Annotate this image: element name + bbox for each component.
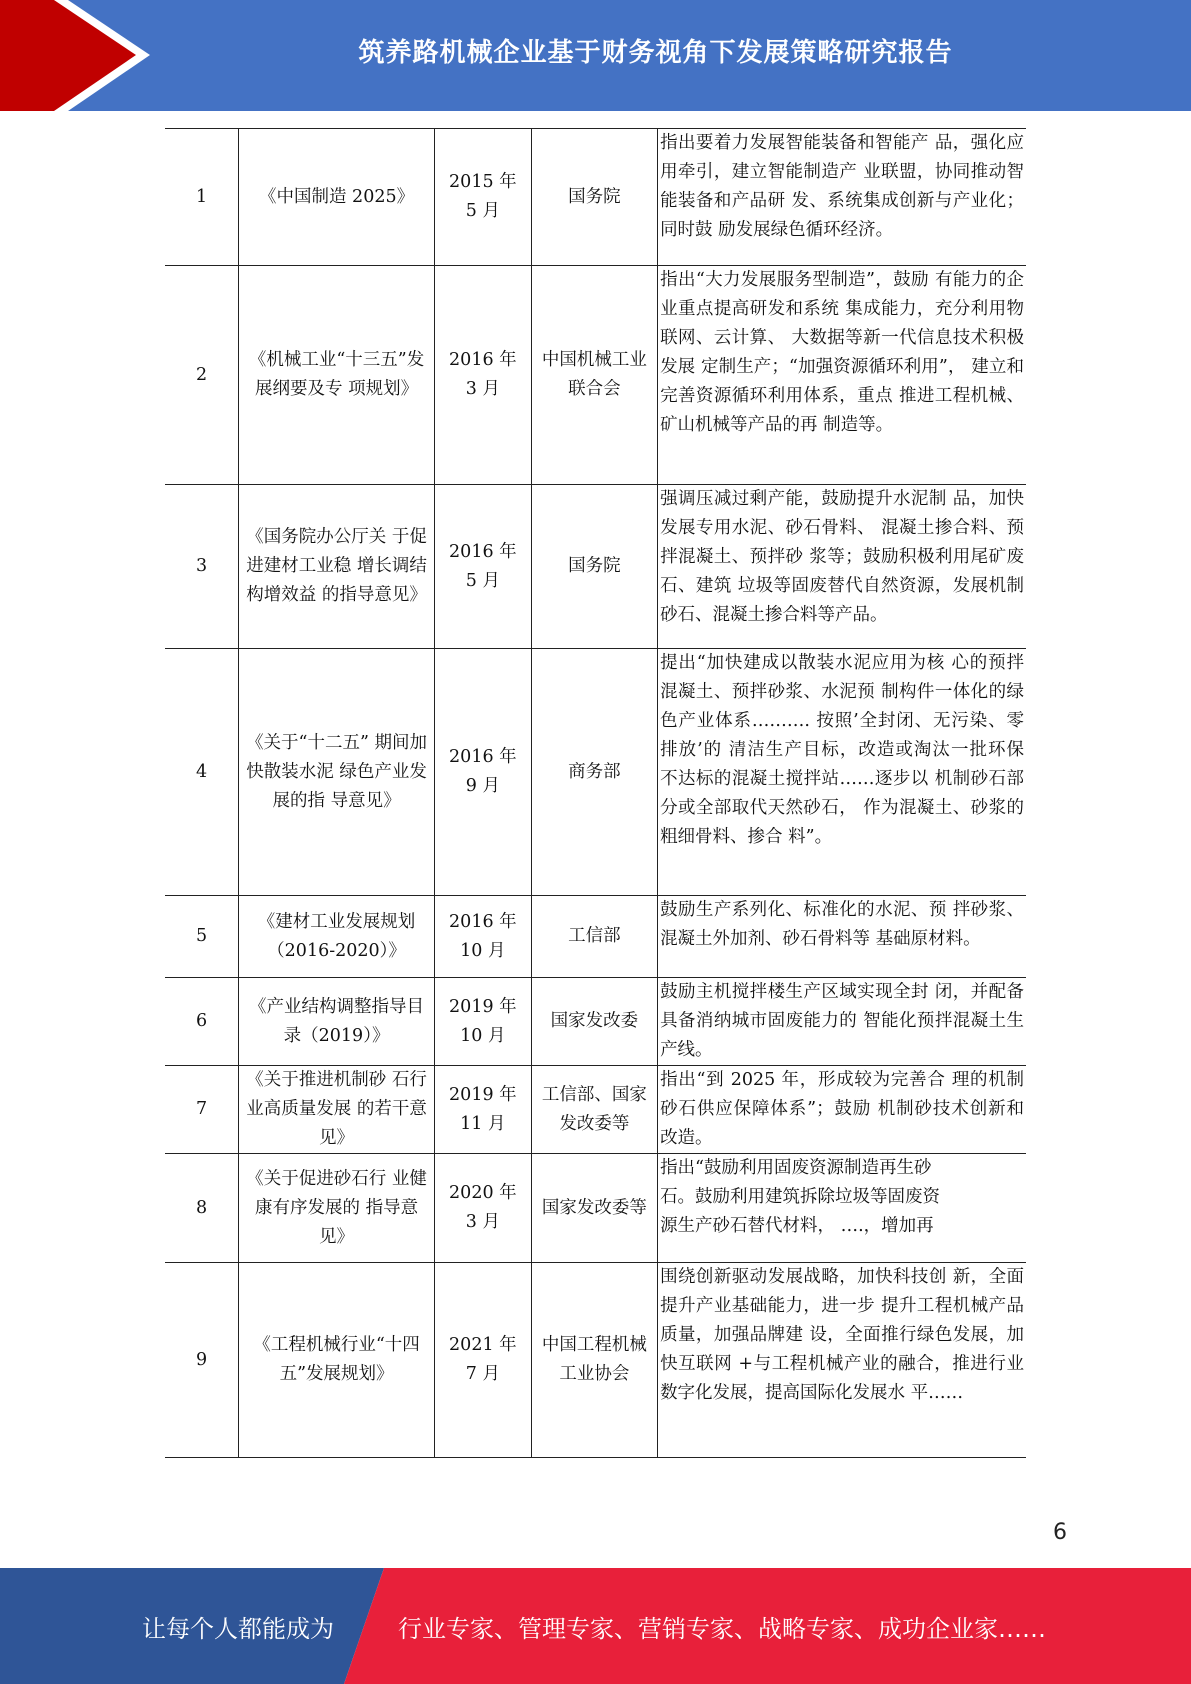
issue-date: 2016 年 5 月 bbox=[434, 485, 531, 649]
issue-date: 2019 年 10 月 bbox=[434, 978, 531, 1066]
issuing-department: 国家发改委等 bbox=[531, 1154, 657, 1263]
policy-name: 《关于推进机制砂 石行业高质量发展 的若干意见》 bbox=[239, 1066, 435, 1154]
policy-name: 《国务院办公厅关 于促进建材工业稳 增长调结构增效益 的指导意见》 bbox=[239, 485, 435, 649]
policy-content: 指出“大力发展服务型制造”，鼓励 有能力的企业重点提高研发和系统 集成能力，充分利用物联网、云计算、 大数据等新一代信息技术积极发展 定制生产；“加强资源循环利用”， 建立和完善资源循环利用体系，重点 推进工程机械、矿山机械等产品的再 制造等。 bbox=[658, 266, 1026, 485]
table-row bbox=[165, 1066, 1026, 1154]
issue-date: 2020 年 3 月 bbox=[434, 1154, 531, 1263]
row-number: 2 bbox=[165, 266, 239, 485]
table-row bbox=[165, 485, 1026, 649]
table-row bbox=[165, 266, 1026, 485]
issue-date: 2021 年 7 月 bbox=[434, 1263, 531, 1458]
row-number: 1 bbox=[165, 129, 239, 266]
row-number: 9 bbox=[165, 1263, 239, 1458]
page-header bbox=[0, 0, 1191, 111]
issuing-department: 国家发改委 bbox=[531, 978, 657, 1066]
issuing-department: 商务部 bbox=[531, 649, 657, 896]
row-number: 6 bbox=[165, 978, 239, 1066]
issuing-department: 工信部 bbox=[531, 896, 657, 978]
policy-name: 《机械工业“十三五”发展纲要及专 项规划》 bbox=[239, 266, 435, 485]
row-number: 8 bbox=[165, 1154, 239, 1263]
issue-date: 2016 年 10 月 bbox=[434, 896, 531, 978]
issue-date: 2016 年 9 月 bbox=[434, 649, 531, 896]
issuing-department: 国务院 bbox=[531, 129, 657, 266]
table-row bbox=[165, 129, 1026, 266]
policy-name: 《产业结构调整指导目录（2019）》 bbox=[239, 978, 435, 1066]
policy-content: 强调压减过剩产能，鼓励提升水泥制 品，加快发展专用水泥、砂石骨料、 混凝土掺合料、预拌混凝土、预拌砂 浆等；鼓励积极利用尾矿废石、建筑 垃圾等固废替代自然资源，发展机制 砂石、混凝土掺合料等产品。 bbox=[658, 485, 1026, 649]
policy-content: 指出“鼓励利用固废资源制造再生砂 石。鼓励利用建筑拆除垃圾等固废资 源生产砂石替代材料， ….，增加再 bbox=[658, 1154, 1026, 1263]
policy-name: 《工程机械行业“十四五”发展规划》 bbox=[239, 1263, 435, 1458]
table-row bbox=[165, 978, 1026, 1066]
report-title: 筑养路机械企业基于财务视角下发展策略研究报告 bbox=[358, 37, 953, 68]
row-number: 7 bbox=[165, 1066, 239, 1154]
policy-content: 围绕创新驱动发展战略，加快科技创 新，全面提升产业基础能力，进一步 提升工程机械产品质量，加强品牌建 设，全面推行绿色发展，加快互联网 +与工程机械产业的融合，推进行业 数字化发展，提高国际化发展水 平…… bbox=[658, 1263, 1026, 1458]
policy-name: 《中国制造 2025》 bbox=[239, 129, 435, 266]
table-row bbox=[165, 896, 1026, 978]
policy-content: 提出“加快建成以散装水泥应用为核 心的预拌混凝土、预拌砂浆、水泥预 制构件一体化的绿色产业体系………. 按照’全封闭、无污染、零排放’的 清洁生产目标，改造或淘汰一批环保 不达标的混凝土搅拌站……逐步以 机制砂石部分或全部取代天然砂石， 作为混凝土、砂浆的粗细骨料、掺合 料”。 bbox=[658, 649, 1026, 896]
issuing-department: 中国机械工业联合会 bbox=[531, 266, 657, 485]
page-number: 6 bbox=[1053, 1520, 1067, 1545]
policy-name: 《关于促进砂石行 业健康有序发展的 指导意见》 bbox=[239, 1154, 435, 1263]
policy-content: 指出“到 2025 年，形成较为完善合 理的机制砂石供应保障体系”；鼓励 机制砂技术创新和改造。 bbox=[658, 1066, 1026, 1154]
row-number: 4 bbox=[165, 649, 239, 896]
policy-name: 《关于“十二五” 期间加快散装水泥 绿色产业发展的指 导意见》 bbox=[239, 649, 435, 896]
table-row bbox=[165, 649, 1026, 896]
table-row bbox=[165, 1263, 1026, 1458]
row-number: 3 bbox=[165, 485, 239, 649]
policy-table bbox=[165, 128, 1026, 1458]
policy-content: 鼓励生产系列化、标准化的水泥、预 拌砂浆、混凝土外加剂、砂石骨料等 基础原材料。 bbox=[658, 896, 1026, 978]
issue-date: 2016 年 3 月 bbox=[434, 266, 531, 485]
issuing-department: 工信部、国家发改委等 bbox=[531, 1066, 657, 1154]
policy-content: 鼓励主机搅拌楼生产区域实现全封 闭，并配备具备消纳城市固废能力的 智能化预拌混凝土生产线。 bbox=[658, 978, 1026, 1066]
page-footer bbox=[0, 1568, 1191, 1684]
issue-date: 2019 年 11 月 bbox=[434, 1066, 531, 1154]
issuing-department: 中国工程机械工业协会 bbox=[531, 1263, 657, 1458]
policy-name: 《建材工业发展规划（2016-2020）》 bbox=[239, 896, 435, 978]
footer-slogan-left: 让每个人都能成为 bbox=[142, 1614, 334, 1643]
table-row bbox=[165, 1154, 1026, 1263]
footer-slogan-right: 行业专家、管理专家、营销专家、战略专家、成功企业家…… bbox=[398, 1614, 1046, 1643]
issue-date: 2015 年 5 月 bbox=[434, 129, 531, 266]
issuing-department: 国务院 bbox=[531, 485, 657, 649]
policy-content: 指出要着力发展智能装备和智能产 品，强化应用牵引，建立智能制造产 业联盟，协同推动智能装备和产品研 发、系统集成创新与产业化；同时鼓 励发展绿色循环经济。 bbox=[658, 129, 1026, 266]
row-number: 5 bbox=[165, 896, 239, 978]
